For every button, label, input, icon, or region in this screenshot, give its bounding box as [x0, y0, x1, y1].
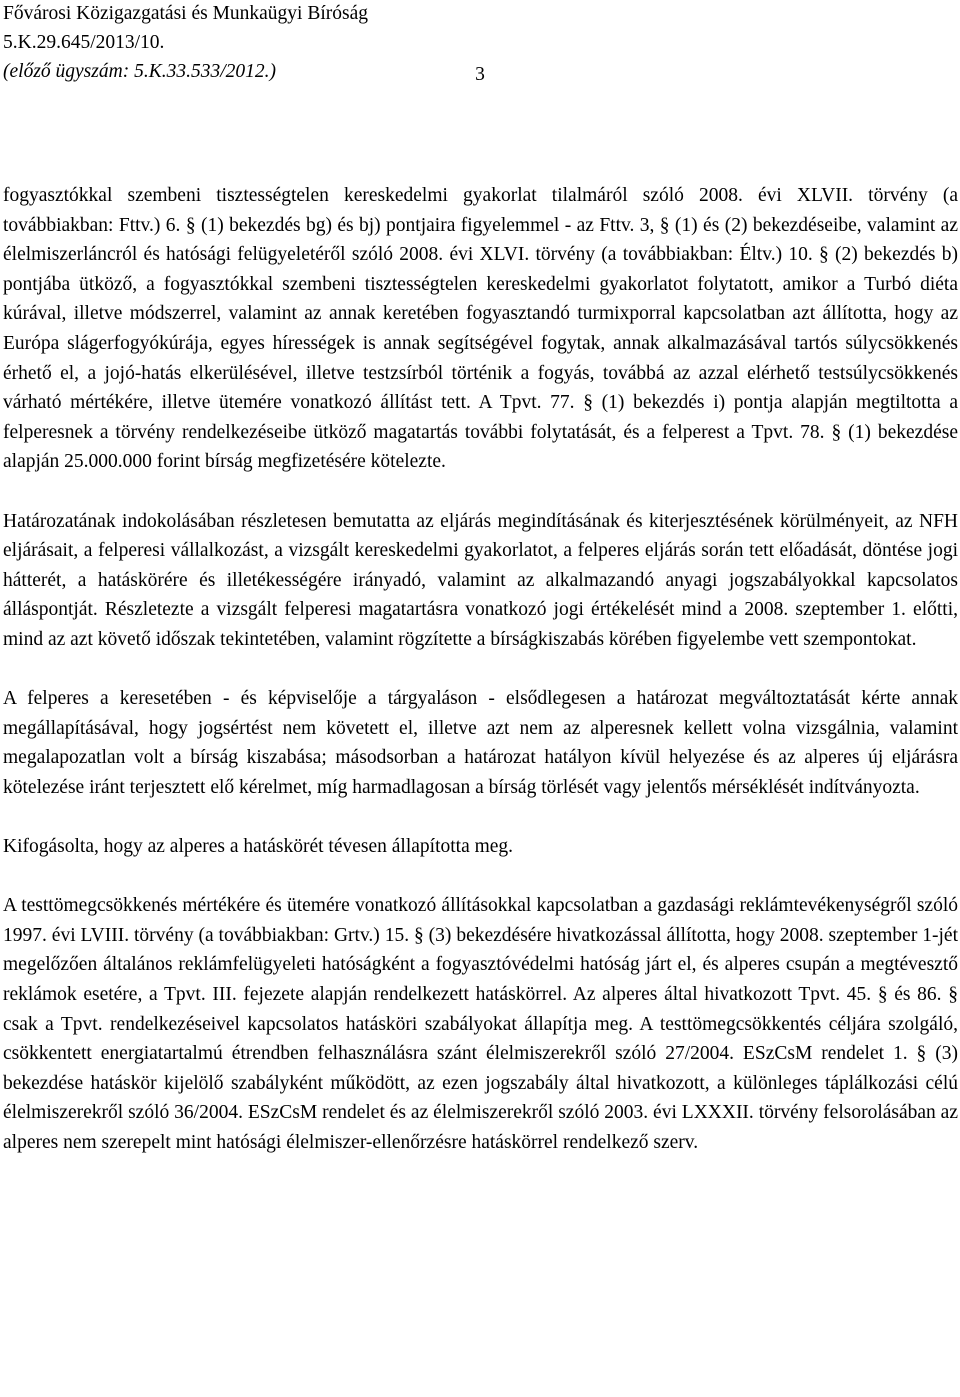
paragraph-reasoning: Határozatának indokolásában részletesen bemutatta az eljárás megindításának és kiterjesztésének körülményeit, az NFH eljárásait, a felperesi vállalkozást, a vizsgált kereskedelmi gyakorlatot, a felperes eljárás során tett előadását, döntése jogi hátterét, a hatáskörére és illetékességére irányadó, valamint az alkalmazandó anyagi jogszabályokkal kapcsolatos álláspontját. Részletezte a vizsgált felperesi magatartásra vonatkozó jogi értékelését mind a 2008. szeptember 1. előtti, mind az azt követő időszak tekintetében, valamint rögzítette a bírságkiszabás körében figyelembe vett szempontokat. — [3, 510, 958, 650]
court-name: Fővárosi Közigazgatási és Munkaügyi Bíróság — [3, 3, 369, 24]
paragraph-competence-argument: A testtömegcsökkenés mértékére és ütemére vonatkozó állításokkal kapcsolatban a gazdasági reklámtevékenységről szóló 1997. évi LVIII. törvény (a továbbiakban: Grtv.) 15. § (3) bekezdésére hivatkozással állította, hogy 2008. szeptember 1-jét megelőzően általános reklámfelügyeleti hatóságként a fogyasztóvédelmi hatóság járt el, és alperes csupán a megtévesztő reklámok esetére, a Tpvt. III. fejezete alapján rendelkezett hatáskörrel. Az alperes által hivatkozott Tpvt. 45. § és 86. § csak a Tpvt. rendelkezéseivel kapcsolatos hatásköri szabályokat állapítja meg. A testtömegcsökkentés céljára szolgáló, csökkentett energiatartalmú étrendben felhasználásra szánt élelmiszerekről szóló 27/2004. ESzCsM rendelet 1. § (3) bekezdése hatáskör kijelölő szabályként működött, az ezen jogszabály által hivatkozott, a különleges táplálkozási célú élelmiszerekről szóló 36/2004. ESzCsM rendelet és az élelmiszerekről szóló 2003. évi LXXXII. törvény felsorolásában az alperes nem szerepelt mint hatósági élelmiszer-ellenőrzésre hatáskörrel rendelkező szerv. — [3, 895, 958, 1153]
previous-case-number: (előző ügyszám: 5.K.33.533/2012.) — [3, 60, 276, 82]
document-body — [3, 181, 958, 1158]
paragraph-claim: A felperes a keresetében - és képviselője a tárgyaláson - elsődlegesen a határozat megváltoztatását kérte annak megállapításával, hogy jogsértést nem követett el, illetve azt nem az alperesnek kellett volna vizsgálnia, valamint megalapozatlan volt a bírság kiszabása; másodsorban a határozat hatályon kívül helyezése és az alperes új eljárásra kötelezése iránt terjesztett elő kérelmet, míg harmadlagosan a bírság törlését vagy jelentős mérséklését indítványozta. — [3, 688, 958, 798]
paragraph-decision-summary: fogyasztókkal szembeni tisztességtelen kereskedelmi gyakorlat tilalmáról szóló 2008. évi XLVII. törvény (a továbbiakban: Fttv.) 6. § (1) bekezdés bg) és bj) pontjaira figyelemmel - az Fttv. 3, § (1) és (2) bekezdéseibe, valamint az élelmiszerláncról és hatósági felügyeletéről szóló 2008. évi XLVI. törvény (a továbbiakban: Éltv.) 10. § (2) bekezdés b) pontjába ütköző, a fogyasztókkal szembeni tisztességtelen kereskedelmi gyakorlatot folytatott, amikor a Turbó diéta kúrával, illetve módszerrel, valamint az annak keretében fogyasztandó turmixporral kapcsolatban azt állította, hogy az Európa slágerfogyókúrája, egyes hírességek is annak segítségével fogytak, annak alkalmazásával tartós súlycsökkenés érhető el, a jojó-hatás elkerülésével, illetve testzsírból történik a fogyás, továbbá az azzal elérhető testsúlycsökkenés várható mértékére, illetve ütemére vonatkozó állítást tett. A Tpvt. 77. § (1) bekezdés i) pontja alapján megtiltotta a felperesnek a törvény rendelkezéseibe ütköző magatartás további folytatását, és a felperest a Tpvt. 78. § (1) bekezdése alapján 25.000.000 forint bírság megfizetésére kötelezte. — [3, 185, 958, 473]
page-number: 3 — [475, 64, 485, 85]
case-number: 5.K.29.645/2013/10. — [3, 31, 165, 53]
paragraph-objection: Kifogásolta, hogy az alperes a hatáskörét tévesen állapította meg. — [3, 836, 514, 858]
